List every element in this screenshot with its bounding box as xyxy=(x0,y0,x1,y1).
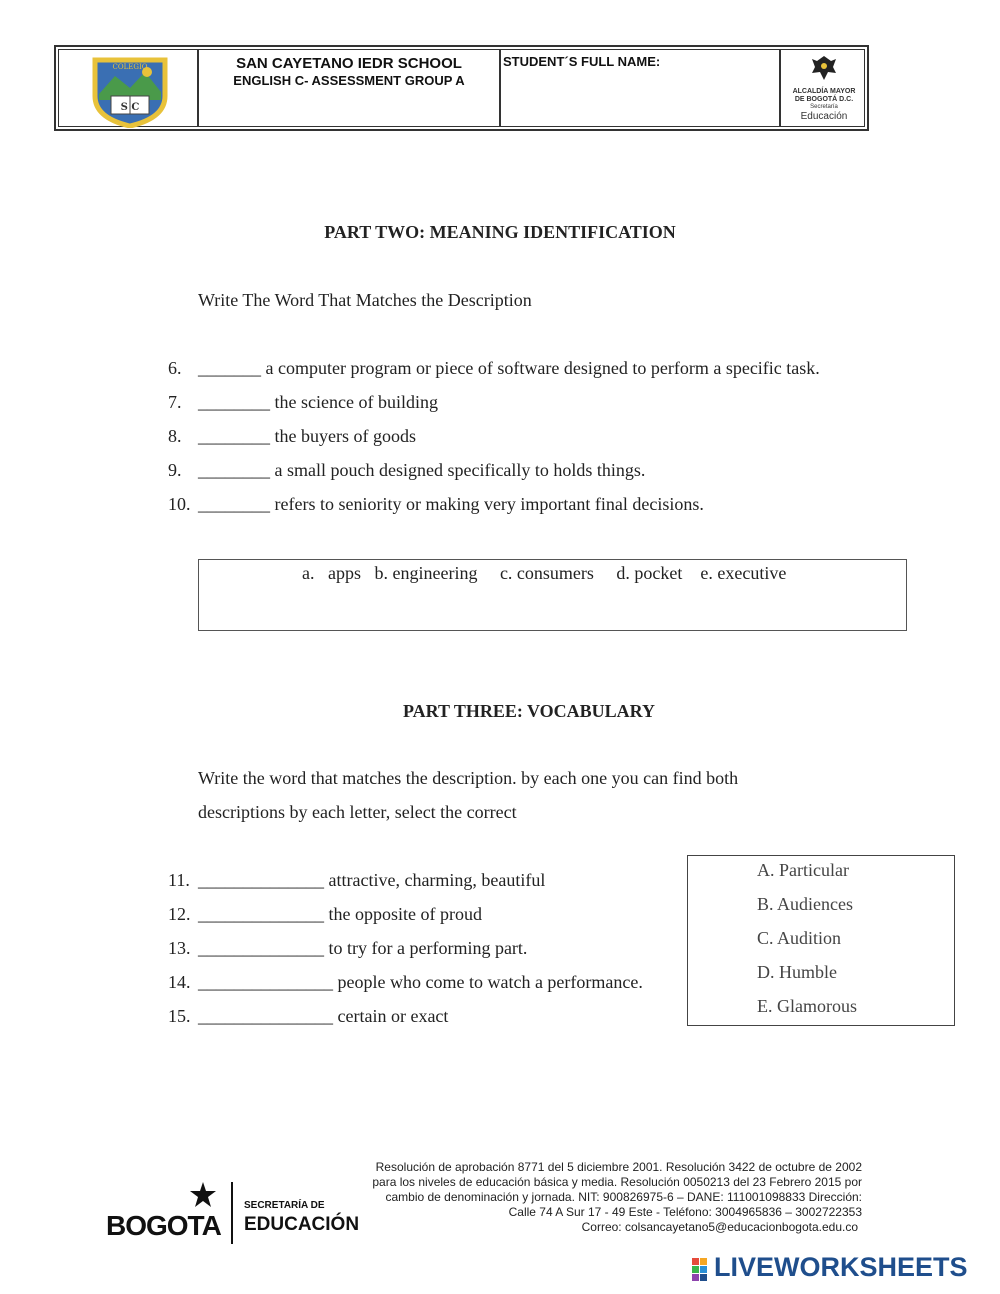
header-table xyxy=(54,45,869,131)
eagle-crest-icon xyxy=(809,53,839,83)
vocabulary-options-box xyxy=(687,855,955,1026)
assessment-title: ENGLISH C- ASSESSMENT GROUP A xyxy=(233,73,465,88)
question-14 xyxy=(168,972,643,993)
footer-line-2: para los niveles de educación básica y media. Resolución 0050213 del 23 Febrero 2015 por xyxy=(372,1175,862,1189)
vocab-option-c: C. Audition xyxy=(757,928,842,948)
question-text: refers to seniority or making very important final decisions. xyxy=(270,494,704,514)
crest-text-1: ALCALDÍA MAYOR xyxy=(792,88,856,95)
question-9 xyxy=(168,460,645,481)
bogota-crest xyxy=(785,53,863,122)
question-number: 13. xyxy=(168,938,191,958)
crest-text-3: Secretaría xyxy=(810,104,838,110)
question-number: 8. xyxy=(168,426,182,446)
bogota-crest-cell xyxy=(780,49,865,127)
question-15 xyxy=(168,1006,448,1027)
footer-resolution xyxy=(372,1160,862,1235)
question-13 xyxy=(168,938,527,959)
part-three-instruction-line-1: Write the word that matches the description. by each one you can find both xyxy=(198,768,739,788)
school-title-cell xyxy=(198,49,500,127)
student-name-cell[interactable] xyxy=(500,49,780,127)
student-name-label: STUDENT´S FULL NAME: xyxy=(503,54,661,69)
part-two-title: PART TWO: MEANING IDENTIFICATION xyxy=(324,222,676,242)
footer-line-4: Calle 74 A Sur 17 - 49 Este - Teléfono: 3004965836 – 3002722353 xyxy=(508,1205,862,1219)
crest-text-2: DE BOGOTÁ D.C. xyxy=(794,96,854,103)
school-seal-icon xyxy=(85,56,175,128)
part-two-instruction: Write The Word That Matches the Description xyxy=(198,290,532,310)
answer-blank[interactable]: ________ xyxy=(198,494,270,514)
liveworksheets-icon xyxy=(692,1258,716,1282)
question-number: 11. xyxy=(168,870,190,890)
question-10 xyxy=(168,494,704,515)
question-number: 6. xyxy=(168,358,182,378)
answer-blank[interactable]: ______________ xyxy=(198,870,324,890)
question-6 xyxy=(168,358,820,379)
seal-letters: S C xyxy=(120,102,140,113)
vocab-option-e: E. Glamorous xyxy=(757,996,857,1016)
answer-blank[interactable]: _______ xyxy=(198,358,261,378)
question-number: 10. xyxy=(168,494,191,514)
answer-blank[interactable]: _______________ xyxy=(198,1006,333,1026)
answer-blank[interactable]: ________ xyxy=(198,392,270,412)
question-text: the science of building xyxy=(270,392,438,412)
school-seal-cell xyxy=(58,49,198,127)
question-text: people who come to watch a performance. xyxy=(333,972,643,992)
word-bank-box xyxy=(198,559,907,631)
answer-blank[interactable]: ______________ xyxy=(198,938,324,958)
question-number: 7. xyxy=(168,392,182,412)
part-three-instruction-line-2: descriptions by each letter, select the correct xyxy=(198,802,517,822)
question-number: 15. xyxy=(168,1006,191,1026)
vocab-option-d: D. Humble xyxy=(757,962,837,982)
question-12 xyxy=(168,904,482,925)
question-text: attractive, charming, beautiful xyxy=(324,870,546,890)
question-text: the buyers of goods xyxy=(270,426,416,446)
liveworksheets-wordmark: LIVEWORKSHEETS xyxy=(714,1252,968,1282)
question-text: certain or exact xyxy=(333,1006,449,1026)
question-text: a small pouch designed specifically to holds things. xyxy=(270,460,646,480)
vocab-option-b: B. Audiences xyxy=(757,894,853,914)
question-text: a computer program or piece of software designed to perform a specific task. xyxy=(261,358,820,378)
question-number: 9. xyxy=(168,460,182,480)
logo-divider xyxy=(231,1182,233,1244)
question-7 xyxy=(168,392,438,413)
seal-top-text: COLEGIO xyxy=(112,63,148,71)
answer-blank[interactable]: _______________ xyxy=(198,972,333,992)
part-three-title: PART THREE: VOCABULARY xyxy=(402,701,656,721)
question-number: 12. xyxy=(168,904,191,924)
answer-blank[interactable]: ________ xyxy=(198,426,270,446)
educacion-label: EDUCACIÓN xyxy=(244,1214,360,1235)
star-icon xyxy=(188,1180,218,1210)
question-8 xyxy=(168,426,416,447)
word-bank: a. apps b. engineering c. consumers d. pocket e. executive xyxy=(302,563,787,583)
footer-line-5: Correo: colsancayetano5@educacionbogota.edu.co xyxy=(581,1220,858,1234)
answer-blank[interactable]: ______________ xyxy=(198,904,324,924)
crest-text-4: Educación xyxy=(800,111,848,122)
bogota-wordmark: BOGOTA xyxy=(106,1210,221,1241)
question-11 xyxy=(168,870,545,891)
question-number: 14. xyxy=(168,972,191,992)
school-name: SAN CAYETANO IEDR SCHOOL xyxy=(236,55,462,72)
footer-line-3: cambio de denominación y jornada. NIT: 900826975-6 – DANE: 111001098833 Dirección: xyxy=(385,1190,862,1204)
footer-line-1: Resolución de aprobación 8771 del 5 diciembre 2001. Resolución 3422 de octubre de 2002 xyxy=(375,1160,862,1174)
question-text: to try for a performing part. xyxy=(324,938,528,958)
vocab-option-a: A. Particular xyxy=(757,860,849,880)
question-text: the opposite of proud xyxy=(324,904,482,924)
answer-blank[interactable]: ________ xyxy=(198,460,270,480)
secretaria-label: SECRETARÍA DE xyxy=(244,1200,325,1211)
